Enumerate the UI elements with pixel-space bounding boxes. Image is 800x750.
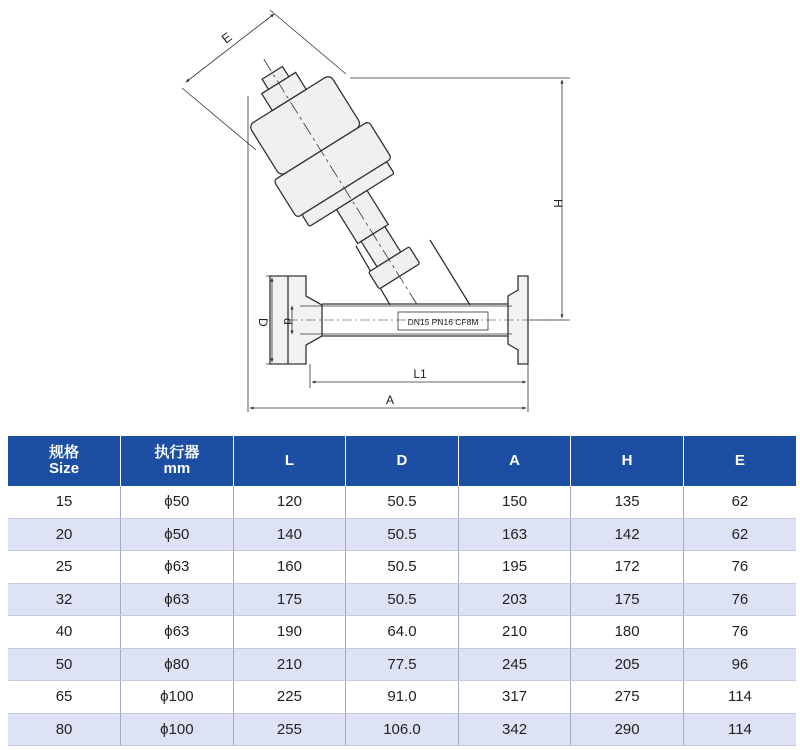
- column-header-sublabel: Size: [49, 460, 80, 477]
- table-cell: 15: [8, 486, 121, 518]
- table-row: [8, 648, 796, 681]
- table-cell: 150: [458, 486, 571, 518]
- table-cell: ϕ63: [121, 583, 234, 616]
- table-cell: ϕ100: [121, 713, 234, 746]
- column-header: [571, 436, 684, 486]
- table-cell: 64.0: [346, 616, 459, 649]
- table-cell: 40: [8, 616, 121, 649]
- table-cell: 180: [571, 616, 684, 649]
- table-cell: 114: [683, 713, 796, 746]
- column-header-label: E: [734, 452, 745, 469]
- table-cell: 160: [233, 551, 346, 584]
- table-cell: 255: [233, 713, 346, 746]
- table-cell: 175: [233, 583, 346, 616]
- table-row: [8, 616, 796, 649]
- table-cell: 50: [8, 648, 121, 681]
- table-cell: 91.0: [346, 681, 459, 714]
- table-cell: 106.0: [346, 713, 459, 746]
- table-cell: 76: [683, 551, 796, 584]
- table-cell: 342: [458, 713, 571, 746]
- column-header-label: L: [284, 452, 294, 469]
- table-cell: 175: [571, 583, 684, 616]
- table-cell: 142: [571, 518, 684, 551]
- table-cell: ϕ63: [121, 551, 234, 584]
- table-cell: 76: [683, 583, 796, 616]
- column-header: [233, 436, 346, 486]
- table-cell: 203: [458, 583, 571, 616]
- table-cell: 50.5: [346, 518, 459, 551]
- actuator-assembly: [216, 30, 465, 335]
- table-cell: 65: [8, 681, 121, 714]
- table-cell: 77.5: [346, 648, 459, 681]
- table-cell: ϕ50: [121, 518, 234, 551]
- table-cell: 205: [571, 648, 684, 681]
- table-cell: 290: [571, 713, 684, 746]
- table-row: [8, 551, 796, 584]
- column-header: [458, 436, 571, 486]
- table-cell: 140: [233, 518, 346, 551]
- table-cell: 76: [683, 616, 796, 649]
- table-cell: 163: [458, 518, 571, 551]
- table-header-row: [8, 436, 796, 486]
- table-cell: 62: [683, 486, 796, 518]
- table-cell: 225: [233, 681, 346, 714]
- column-header-sublabel: mm: [163, 460, 191, 477]
- table-cell: ϕ50: [121, 486, 234, 518]
- table-body: [8, 486, 796, 746]
- table-cell: ϕ63: [121, 616, 234, 649]
- table-cell: ϕ100: [121, 681, 234, 714]
- table-cell: 120: [233, 486, 346, 518]
- table-row: [8, 518, 796, 551]
- column-header-label: H: [621, 452, 633, 469]
- dimension-label-D: D: [256, 318, 270, 327]
- table-cell: 210: [233, 648, 346, 681]
- table-cell: 190: [233, 616, 346, 649]
- table-cell: 50.5: [346, 551, 459, 584]
- dimension-label-a: A: [385, 393, 395, 407]
- table-cell: 245: [458, 648, 571, 681]
- table-row: [8, 681, 796, 714]
- table-cell: 32: [8, 583, 121, 616]
- column-header: [8, 436, 121, 486]
- table-cell: 317: [458, 681, 571, 714]
- dimension-label-l1: L1: [413, 367, 427, 381]
- column-header: [121, 436, 234, 486]
- dimension-label-d: d: [281, 318, 295, 325]
- table-cell: 25: [8, 551, 121, 584]
- body-marking-text: DN15 PN16 CF8M: [407, 317, 479, 327]
- column-header-label: D: [396, 452, 408, 469]
- table-cell: 114: [683, 681, 796, 714]
- table-row: [8, 713, 796, 746]
- table-cell: 20: [8, 518, 121, 551]
- column-header-label: 执行器: [154, 444, 200, 461]
- dimension-table: [8, 436, 796, 746]
- table-cell: 210: [458, 616, 571, 649]
- column-header-label: A: [509, 452, 520, 469]
- dimension-label-h: H: [551, 199, 565, 208]
- column-header: [346, 436, 459, 486]
- table-cell: 62: [683, 518, 796, 551]
- table-cell: 135: [571, 486, 684, 518]
- table-cell: 195: [458, 551, 571, 584]
- table-row: [8, 583, 796, 616]
- table-cell: ϕ80: [121, 648, 234, 681]
- table-cell: 50.5: [346, 486, 459, 518]
- table-row: [8, 486, 796, 518]
- dimension-label-e: E: [218, 29, 235, 47]
- column-header: [683, 436, 796, 486]
- table-cell: 50.5: [346, 583, 459, 616]
- table-cell: 172: [571, 551, 684, 584]
- table-cell: 275: [571, 681, 684, 714]
- table-cell: 96: [683, 648, 796, 681]
- column-header-label: 规格: [49, 444, 80, 461]
- table-cell: 80: [8, 713, 121, 746]
